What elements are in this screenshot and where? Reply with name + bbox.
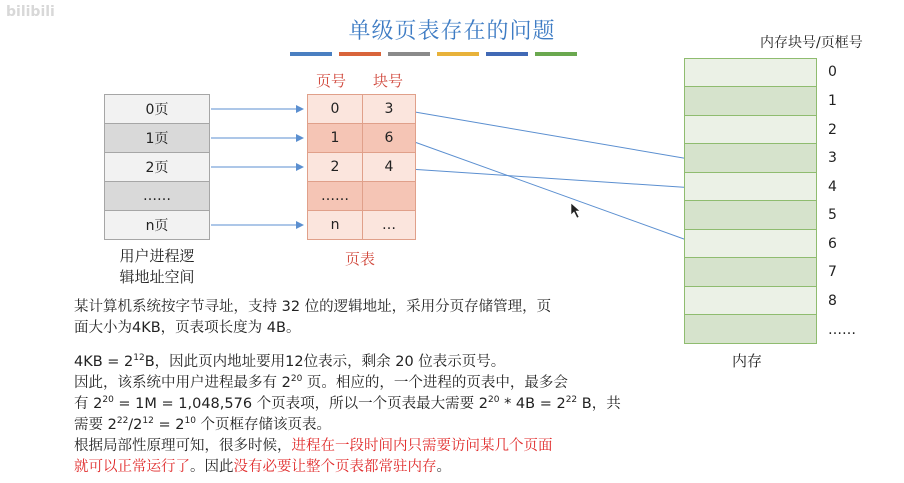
- block-num-8: 8: [828, 293, 837, 309]
- pt-block-0: 3: [362, 94, 416, 124]
- memory-block-4: [684, 172, 817, 201]
- logical-page-ellipsis: ……: [104, 181, 210, 211]
- block-num-4: 4: [828, 179, 837, 195]
- block-num-6: 6: [828, 236, 837, 252]
- bilibili-watermark: bilibili: [6, 4, 55, 20]
- block-num-ellipsis: ……: [828, 322, 856, 338]
- page-number-header: 页号: [316, 72, 347, 90]
- logical-space-caption: 用户进程逻 辑地址空间: [119, 247, 195, 286]
- memory-block-7: [684, 257, 817, 287]
- block-num-3: 3: [828, 150, 837, 166]
- problem-statement: 某计算机系统按字节寻址，支持 32 位的逻辑地址，采用分页存储管理，页 面大小为4KB，页表项长度为 4B。: [74, 299, 552, 336]
- memory-block-3: [684, 143, 817, 173]
- logical-page-1: 1页: [104, 123, 210, 153]
- memory-header: 内存块号/页框号: [760, 35, 863, 51]
- block-num-2: 2: [828, 122, 837, 138]
- memory-block-0: [684, 58, 817, 87]
- memory-block-ellipsis: [684, 314, 817, 344]
- memory-block-8: [684, 286, 817, 315]
- memory-block-6: [684, 229, 817, 258]
- block-num-0: 0: [828, 64, 837, 80]
- block-number-header: 块号: [373, 72, 404, 90]
- analysis-line-5: 根据局部性原理可知，很多时候，进程在一段时间内只需要访问某几个页面: [74, 438, 553, 454]
- memory-block-5: [684, 200, 817, 230]
- analysis-line-6: 就可以正常运行了。因此没有必要让整个页表都常驻内存。: [74, 459, 451, 475]
- block-num-1: 1: [828, 93, 837, 109]
- pt-page-ellipsis: ……: [307, 181, 363, 211]
- arrow-block6: [409, 140, 695, 243]
- block-num-5: 5: [828, 207, 837, 223]
- pt-block-n: …: [362, 210, 416, 240]
- pt-block-ellipsis: [362, 181, 416, 211]
- analysis-line-1: $4KB = 2^{12}B$，因此页内地址要用12位表示，剩余 20 位表示页号。: [74, 353, 506, 370]
- pt-page-n: n: [307, 210, 363, 240]
- page-table-caption: 页表: [345, 250, 376, 268]
- pt-page-2: 2: [307, 152, 363, 182]
- mouse-cursor-icon: [571, 203, 580, 218]
- analysis-line-4: 需要 $2^{22}/2^{12} = 2^{10}$ 个页框存储该页表。: [74, 416, 332, 433]
- analysis-line-2: 因此，该系统中用户进程最多有 $2^{20}$ 页。相应的，一个进程的页表中，最多会: [74, 374, 568, 391]
- analysis-line-3: 有 $2^{20} = 1M = 1,048,576$ 个页表项，所以一个页表最大需要 $2^{20} * 4B = 2^{22}$ B，共: [74, 395, 621, 412]
- analysis-text: [74, 352, 674, 478]
- arrow-block3: [409, 111, 695, 160]
- pt-block-1: 6: [362, 123, 416, 153]
- pt-page-0: 0: [307, 94, 363, 124]
- pt-page-1: 1: [307, 123, 363, 153]
- arrow-block4: [409, 169, 695, 188]
- logical-page-n: n页: [104, 210, 210, 240]
- logical-page-0: 0页: [104, 94, 210, 124]
- pt-block-2: 4: [362, 152, 416, 182]
- page-title: 单级页表存在的问题: [348, 19, 556, 44]
- block-num-7: 7: [828, 264, 837, 280]
- memory-block-2: [684, 115, 817, 144]
- logical-page-2: 2页: [104, 152, 210, 182]
- memory-caption: 内存: [732, 352, 763, 370]
- memory-block-1: [684, 86, 817, 116]
